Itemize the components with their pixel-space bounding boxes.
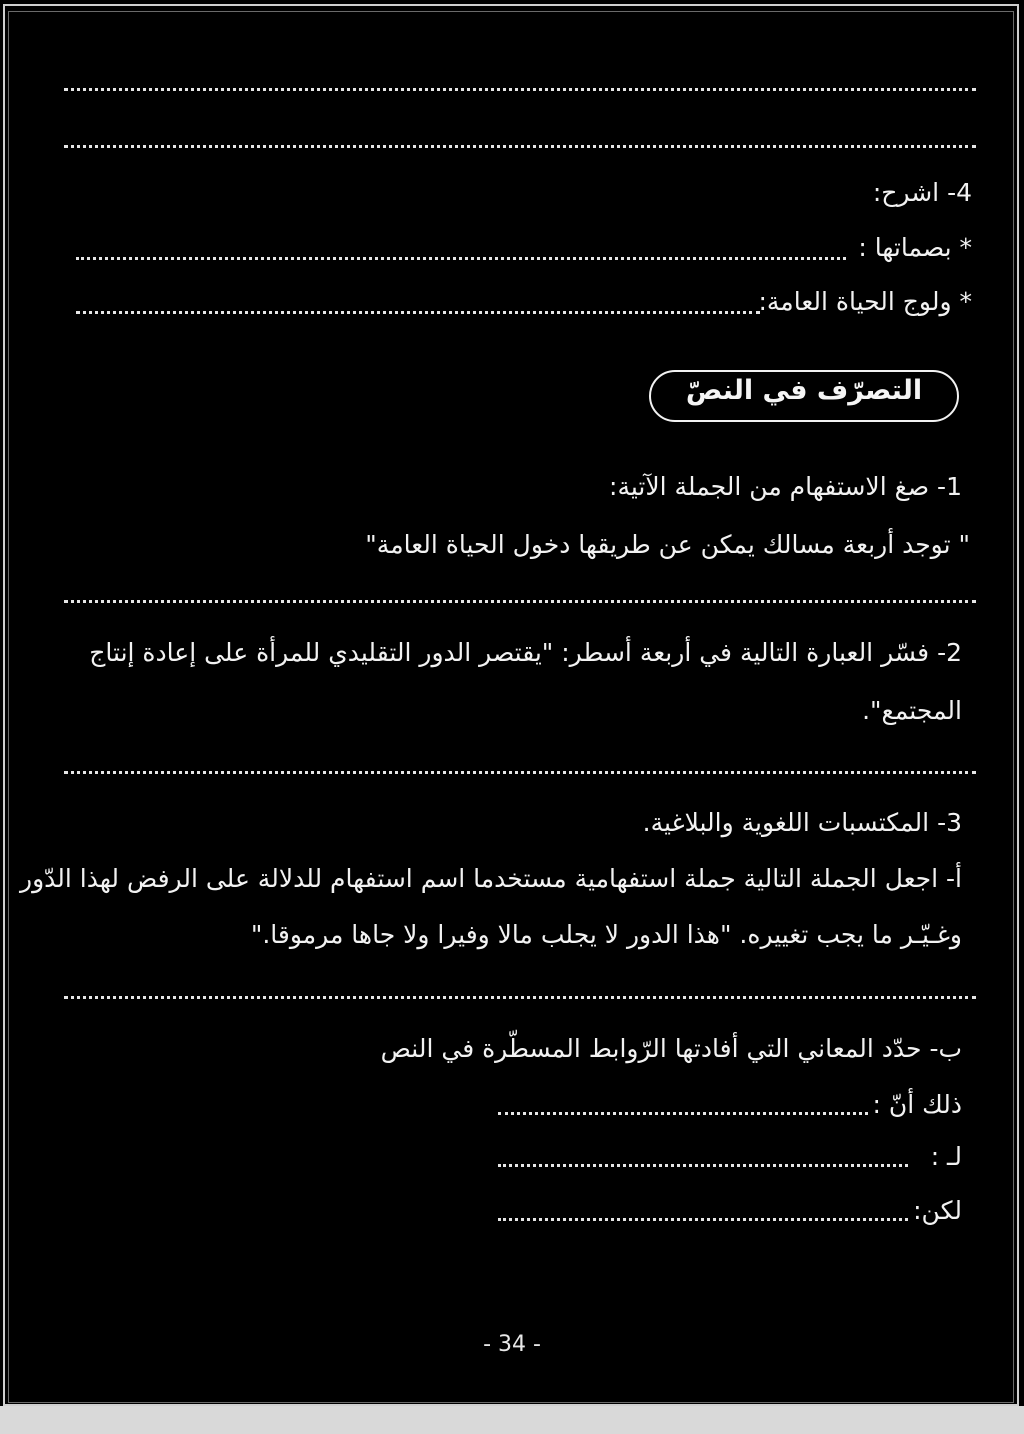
question-3b-item-2: لـ : [930, 1142, 962, 1171]
answer-line [64, 771, 976, 774]
scan-bottom-edge [0, 1406, 1024, 1434]
question-3-heading: 3- المكتسبات اللغوية والبلاغية. [642, 808, 962, 837]
section4-item-2: * ولوج الحياة العامة: [758, 287, 972, 316]
question-2-line-1: 2- فسّر العبارة التالية في أربعة أسطر: "يقتصر الدور التقليدي للمرأة على إعادة إنتاج [89, 638, 962, 667]
question-3b-item-1: ذلك أنّ : [872, 1090, 962, 1119]
section-badge-title: التصرّف في النصّ [685, 375, 923, 406]
question-3a-line-1: أ- اجعل الجملة التالية جملة استفهامية مستخدما اسم استفهام للدلالة على الرفض لهذا الدّور [20, 864, 962, 893]
answer-line [76, 311, 760, 314]
page-number: - 34 - [483, 1332, 541, 1357]
answer-line [64, 600, 976, 603]
answer-line [64, 996, 976, 999]
question-3b-item-3: لكن: [913, 1196, 962, 1225]
answer-line [498, 1164, 908, 1167]
answer-line [64, 88, 976, 91]
section4-heading: 4- اشرح: [872, 178, 972, 207]
question-1: 1- صغ الاستفهام من الجملة الآتية: [609, 472, 962, 501]
answer-line [498, 1112, 868, 1115]
section4-item-1: * بصماتها : [858, 233, 972, 262]
question-3b-line-1: ب- حدّد المعاني التي أفادتها الرّوابط المسطّرة في النص [380, 1034, 962, 1063]
answer-line [64, 145, 976, 148]
question-1-quote: " توجد أربعة مسالك يمكن عن طريقها دخول الحياة العامة" [365, 530, 970, 559]
question-3a-line-2: وغـيّـر ما يجب تغييره. "هذا الدور لا يجلب مالا وفيرا ولا جاها مرموقا." [250, 920, 962, 949]
answer-line [498, 1218, 908, 1221]
question-2-line-2: المجتمع". [862, 696, 962, 725]
answer-line [76, 257, 846, 260]
